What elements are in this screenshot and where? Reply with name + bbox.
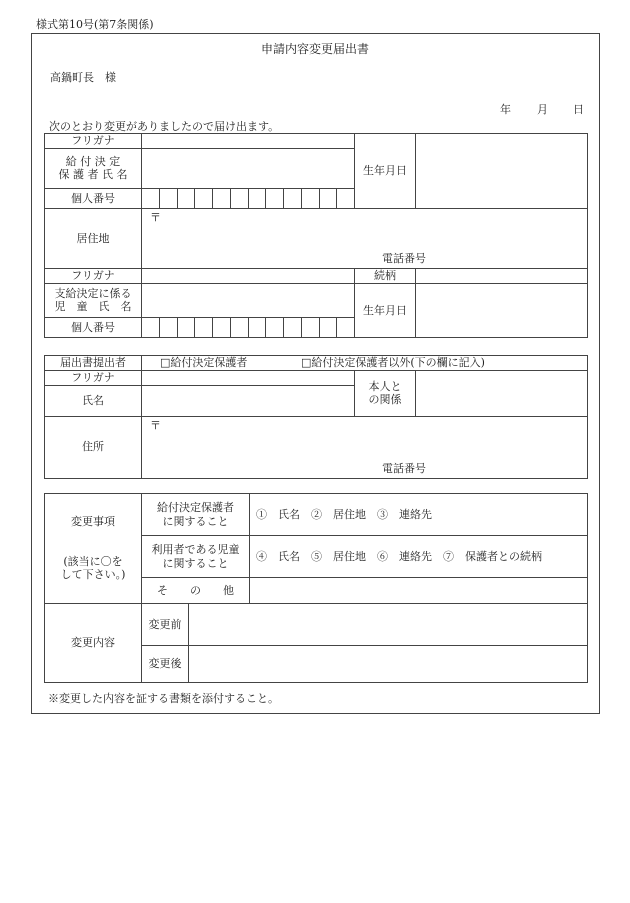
child-mynumber-digits [142, 318, 354, 337]
submitter-address-field[interactable] [142, 416, 588, 478]
child-furigana-field[interactable] [142, 269, 355, 284]
before-field[interactable] [189, 604, 588, 646]
category-child-label [142, 536, 250, 578]
footnote: ※変更した内容を証する書類を添付すること。 [48, 692, 279, 705]
child-name-field[interactable] [142, 283, 355, 317]
date-year: 年 [500, 103, 511, 116]
submitter-phone-label: 電話番号 [382, 462, 426, 475]
category-child-items[interactable]: ④ 氏名 ⑤ 居住地 ⑥ 連絡先 ⑦ 保護者との続柄 [250, 536, 588, 578]
guardian-mynumber-label: 個人番号 [45, 188, 142, 208]
guardian-mynumber-field[interactable] [142, 188, 355, 208]
submitter-relation-label [355, 371, 416, 417]
relationship-label: 続柄 [355, 269, 416, 284]
guardian-furigana-field[interactable] [142, 134, 355, 149]
guardian-furigana-label: フリガナ [45, 134, 142, 149]
child-name-label-line1: 支給決定に係る [54, 286, 132, 300]
before-label: 変更前 [142, 604, 189, 646]
submitter-name-field[interactable] [142, 385, 355, 416]
address-label: 居住地 [45, 208, 142, 268]
relationship-field[interactable] [416, 269, 588, 284]
submitter-relation-line1: 本人と [368, 379, 402, 393]
guardian-birthdate-label: 生年月日 [355, 134, 416, 209]
changes-table [44, 493, 588, 683]
change-items-note-line2: して下さい。) [60, 568, 126, 582]
category-other-field[interactable] [250, 578, 588, 604]
guardian-name-label [45, 148, 142, 188]
date-day: 日 [573, 103, 584, 116]
category-guardian-label [142, 494, 250, 536]
child-furigana-label: フリガナ [45, 269, 142, 284]
submitter-zip-mark: 〒 [150, 418, 161, 432]
change-items-title: 変更事項 [71, 514, 115, 528]
child-birthdate-label: 生年月日 [355, 283, 416, 337]
category-child-line1: 利用者である児童 [151, 542, 240, 556]
intro-text: 次のとおり変更がありましたので届け出ます。 [49, 120, 280, 133]
category-guardian-line2: に関すること [162, 514, 229, 528]
form-number: 様式第10号(第7条関係) [36, 18, 154, 31]
guardian-name-field[interactable] [142, 148, 355, 188]
option-other-checkbox[interactable]: □給付決定保護者以外(下の欄に記入) [301, 356, 485, 369]
address-phone-label: 電話番号 [382, 252, 426, 266]
addressee: 高鍋町長 様 [50, 71, 116, 84]
child-mynumber-label: 個人番号 [45, 317, 142, 337]
option-guardian-checkbox[interactable]: □給付決定保護者 [160, 356, 248, 369]
change-content-label: 変更内容 [45, 604, 142, 683]
child-name-label-line2: 児 童 氏 名 [54, 300, 132, 314]
change-items-note-line1: (該当に〇を [63, 554, 123, 568]
address-field[interactable] [142, 208, 588, 268]
child-name-label [45, 283, 142, 317]
change-items-label [45, 494, 142, 604]
category-guardian-items[interactable]: ① 氏名 ② 居住地 ③ 連絡先 [250, 494, 588, 536]
child-birthdate-field[interactable] [416, 283, 588, 337]
submitter-options [142, 356, 588, 371]
category-guardian-line1: 給付決定保護者 [157, 500, 234, 514]
after-field[interactable] [189, 646, 588, 683]
submitter-relation-field[interactable] [416, 371, 588, 417]
guardian-name-label-line1: 給 付 決 定 [65, 154, 121, 168]
category-other-label: そ の 他 [142, 578, 250, 604]
address-zip-mark: 〒 [150, 210, 161, 224]
applicant-table [44, 133, 588, 338]
form-title: 申請内容変更届出書 [260, 42, 369, 56]
guardian-name-label-line2: 保 護 者 氏 名 [58, 168, 128, 182]
submitter-name-label: 氏名 [45, 385, 142, 416]
category-child-line2: に関すること [162, 556, 229, 570]
guardian-mynumber-digits [142, 189, 354, 208]
submitter-table [44, 355, 588, 479]
guardian-birthdate-field[interactable] [416, 134, 588, 209]
submitter-furigana-label: フリガナ [45, 371, 142, 386]
submitter-furigana-field[interactable] [142, 371, 355, 386]
submitter-label: 届出書提出者 [45, 356, 142, 371]
date-month: 月 [537, 103, 548, 116]
after-label: 変更後 [142, 646, 189, 683]
child-mynumber-field[interactable] [142, 317, 355, 337]
submitter-relation-line2: の関係 [368, 393, 402, 407]
submitter-address-label: 住所 [45, 416, 142, 478]
